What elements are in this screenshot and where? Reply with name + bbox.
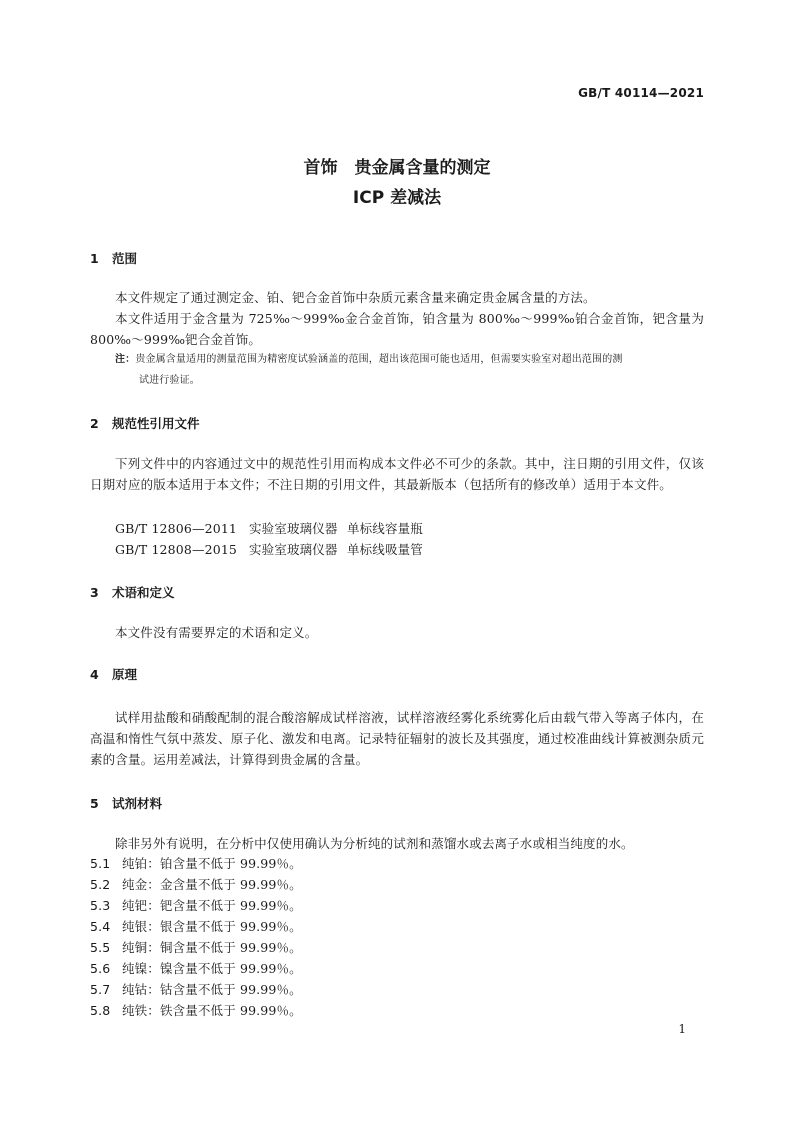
item-text: 纯钴：钴含量不低于 99.99％。 (122, 982, 302, 997)
section-number: 1 (90, 251, 99, 266)
section-number: 4 (90, 667, 99, 682)
standard-code: GB/T 40114—2021 (578, 86, 704, 100)
reference-name: 单标线容量瓶 (347, 521, 423, 536)
reference-code: GB/T 12806—2011 (115, 521, 238, 536)
section-number: 3 (90, 585, 99, 600)
section-number: 5 (90, 796, 99, 811)
section-number: 2 (90, 416, 99, 431)
scope-paragraph-2: 本文件适用于金含量为 725‰～999‰金合金首饰，铂含量为 800‰～999‰铂合金首饰，钯含量为 800‰～999‰钯合金首饰。 (90, 311, 704, 347)
reagent-item (90, 959, 302, 977)
reagent-item (90, 875, 302, 893)
item-number: 5.4 (90, 919, 111, 934)
item-number: 5.7 (90, 982, 111, 997)
item-number: 5.8 (90, 1003, 111, 1018)
reference-name: 实验室玻璃仪器 (249, 542, 338, 557)
reagent-item (90, 854, 302, 872)
item-number: 5.5 (90, 940, 111, 955)
reagent-item (90, 980, 302, 998)
reagent-item (90, 896, 302, 914)
item-text: 纯铂：铂含量不低于 99.99％。 (122, 856, 302, 871)
section-title: 规范性引用文件 (112, 416, 200, 431)
section-title: 术语和定义 (112, 585, 175, 600)
item-number: 5.3 (90, 898, 111, 913)
principle-paragraph: 试样用盐酸和硝酸配制的混合酸溶解成试样溶液，试样溶液经雾化系统雾化后由载气带入等离子体内，在高温和惰性气氛中蒸发、原子化、激发和电离。记录特征辐射的波长及其强度，通过校准曲线计算被测杂质元素的含量。运用差减法，计算得到贵金属的含量。 (90, 710, 704, 767)
item-text: 纯铁：铁含量不低于 99.99％。 (122, 1003, 302, 1018)
item-number: 5.2 (90, 877, 111, 892)
item-text: 纯铜：铜含量不低于 99.99％。 (122, 940, 302, 955)
reference-code: GB/T 12808—2015 (115, 542, 238, 557)
page-number: 1 (678, 1022, 686, 1036)
section-heading-scope (90, 249, 137, 267)
note-label: 注： (115, 354, 136, 365)
item-text: 纯银：银含量不低于 99.99％。 (122, 919, 302, 934)
references-paragraph: 下列文件中的内容通过文中的规范性引用而构成本文件必不可少的条款。其中，注日期的引用文件，仅该日期对应的版本适用于本文件；不注日期的引用文件，其最新版本（包括所有的修改单）适用于本文件。 (90, 456, 704, 492)
section-title: 原理 (112, 667, 138, 682)
reference-item (115, 540, 423, 558)
item-text: 纯金：金含量不低于 99.99％。 (122, 877, 302, 892)
reagent-item (90, 938, 302, 956)
item-number: 5.1 (90, 856, 111, 871)
item-text: 纯镍：镍含量不低于 99.99％。 (122, 961, 302, 976)
section-title: 范围 (112, 251, 138, 266)
scope-note (115, 349, 704, 391)
terms-paragraph: 本文件没有需要界定的术语和定义。 (115, 625, 318, 640)
note-text-continued: 试进行验证。 (139, 375, 200, 386)
reference-item (115, 519, 423, 537)
reference-name: 单标线吸量管 (347, 542, 423, 557)
section-heading-reagents (90, 794, 162, 812)
scope-paragraph-1: 本文件规定了通过测定金、铂、钯合金首饰中杂质元素含量来确定贵金属含量的方法。 (115, 290, 596, 305)
section-title: 试剂材料 (112, 796, 163, 811)
reagent-item (90, 917, 302, 935)
item-number: 5.6 (90, 961, 111, 976)
note-text: 贵金属含量适用的测量范围为精密度试验涵盖的范围，超出该范围可能也适用，但需要实验室对超出范围的测 (135, 354, 623, 365)
reagent-item (90, 1001, 302, 1019)
section-heading-principle (90, 665, 137, 683)
item-text: 纯钯：钯含量不低于 99.99％。 (122, 898, 302, 913)
document-title: 首饰 贵金属含量的测定 (303, 158, 491, 178)
reference-name: 实验室玻璃仪器 (249, 521, 338, 536)
section-heading-terms (90, 583, 175, 601)
section-heading-normative-references (90, 414, 200, 432)
document-subtitle: ICP 差减法 (352, 188, 442, 208)
reagents-paragraph: 除非另外有说明，在分析中仅使用确认为分析纯的试剂和蒸馏水或去离子水或相当纯度的水。 (115, 836, 634, 851)
